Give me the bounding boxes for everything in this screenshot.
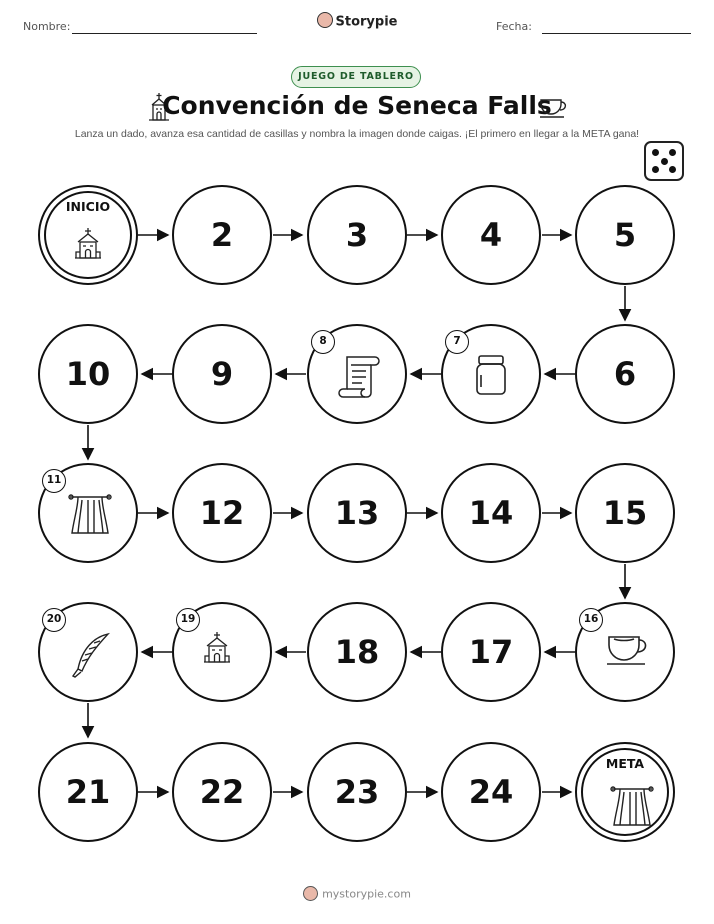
start-label: INICIO	[65, 199, 111, 214]
name-label: Nombre:	[23, 20, 71, 33]
church-icon	[73, 227, 103, 265]
space-number: 21	[65, 773, 111, 811]
board-space-20	[38, 602, 138, 702]
space-number-badge: 8	[311, 330, 335, 354]
board-space-12	[172, 463, 272, 563]
ink-jar-icon	[471, 353, 511, 401]
finish-space	[575, 742, 675, 842]
footer-url[interactable]: mystorypie.com	[322, 887, 411, 901]
board-space-9	[172, 324, 272, 424]
space-number: 18	[334, 633, 380, 671]
board-space-22	[172, 742, 272, 842]
space-number-badge: 20	[42, 608, 66, 632]
curtain-icon	[68, 492, 112, 540]
board-space-2	[172, 185, 272, 285]
scroll-icon	[337, 353, 381, 403]
space-number: 23	[334, 773, 380, 811]
brand-name: Storypie	[335, 14, 398, 30]
space-number: 9	[210, 355, 234, 393]
board-space-15	[575, 463, 675, 563]
start-space	[38, 185, 138, 285]
space-number-badge: 16	[579, 608, 603, 632]
space-number-badge: 7	[445, 330, 469, 354]
game-type-badge: JUEGO DE TABLERO	[291, 66, 421, 88]
space-number: 15	[602, 494, 648, 532]
space-number: 13	[334, 494, 380, 532]
space-number: 12	[199, 494, 245, 532]
space-number: 6	[613, 355, 637, 393]
teacup-icon	[605, 631, 653, 671]
board-space-17	[441, 602, 541, 702]
board-space-19	[172, 602, 272, 702]
space-number: 24	[468, 773, 514, 811]
board-space-7	[441, 324, 541, 424]
board-space-10	[38, 324, 138, 424]
space-number-badge: 11	[42, 469, 66, 493]
board-space-23	[307, 742, 407, 842]
finish-label: META	[605, 756, 645, 771]
board-space-13	[307, 463, 407, 563]
page-title: Convención de Seneca Falls	[162, 91, 552, 120]
church-icon	[202, 631, 232, 669]
curtain-icon	[610, 784, 654, 832]
space-number: 22	[199, 773, 245, 811]
space-number: 2	[210, 216, 234, 254]
space-number: 10	[65, 355, 111, 393]
board-space-4	[441, 185, 541, 285]
space-number: 4	[479, 216, 503, 254]
footer	[0, 887, 714, 902]
board-space-16	[575, 602, 675, 702]
date-label: Fecha:	[496, 20, 532, 33]
space-number: 3	[345, 216, 369, 254]
board-space-14	[441, 463, 541, 563]
board-space-18	[307, 602, 407, 702]
board-space-3	[307, 185, 407, 285]
quill-icon	[68, 631, 112, 683]
board-space-5	[575, 185, 675, 285]
space-number: 5	[613, 216, 637, 254]
storypie-logo-icon	[303, 886, 318, 901]
board-space-8	[307, 324, 407, 424]
space-number-badge: 19	[176, 608, 200, 632]
board-space-24	[441, 742, 541, 842]
space-number: 17	[468, 633, 514, 671]
board-space-6	[575, 324, 675, 424]
board-space-11	[38, 463, 138, 563]
board-space-21	[38, 742, 138, 842]
space-number: 14	[468, 494, 514, 532]
instructions: Lanza un dado, avanza esa cantidad de casillas y nombra la imagen donde caigas. ¡El primero en llegar a la META gana!	[74, 128, 640, 140]
